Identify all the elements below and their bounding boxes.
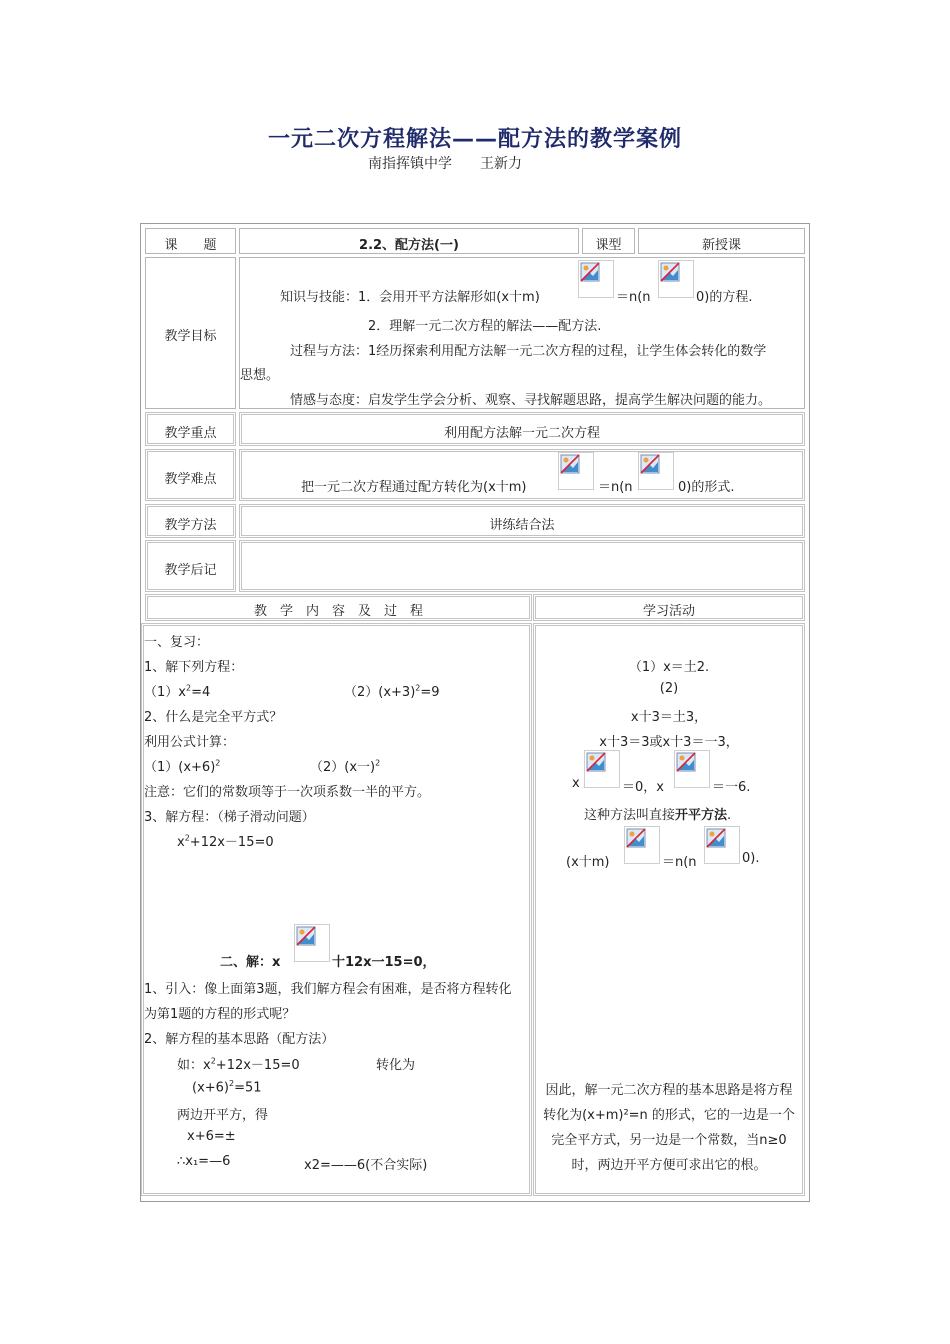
note: 注意：它们的常数项等于一次项系数一半的平方。 — [144, 785, 431, 800]
method-label-cell — [145, 504, 236, 538]
content-cell — [141, 623, 532, 1196]
activity-5c: ＝一6. — [712, 780, 751, 795]
method-label: 教学方法 — [164, 518, 217, 533]
goal-line-1c: 0)的方程. — [696, 290, 753, 305]
difficulty-label-cell — [145, 449, 236, 501]
intro-line-2: 为第1题的方程的形式呢？ — [144, 1007, 296, 1022]
missing-image-icon — [674, 750, 710, 788]
missing-image-icon — [558, 452, 594, 490]
key-label: 教学重点 — [164, 426, 217, 441]
activity-line-2: (2) — [659, 681, 679, 696]
formula-1: $(1)(x+6)^2$ — [144, 758, 221, 775]
goal-line-1b: ＝n(n — [616, 290, 651, 305]
conclusion-line-4: 时，两边开平方便可求出它的根。 — [571, 1158, 767, 1173]
missing-image-icon — [584, 750, 620, 788]
example-result: $(x+6)^2=51$ — [192, 1079, 262, 1096]
activity-7a: (x十m) — [566, 855, 610, 870]
author-line: 南指挥镇中学 王新力 — [368, 156, 522, 172]
goal-line-2: 2．理解一元二次方程的解法——配方法. — [368, 319, 602, 334]
activity-7c: 0). — [742, 851, 760, 866]
activity-5a: x — [572, 776, 580, 791]
method-value: 讲练结合法 — [489, 518, 555, 533]
goal-line-1a: 知识与技能：1．会用开平方法解形如(x十m) — [280, 290, 540, 305]
root-x2: x2=——6(不合实际) — [304, 1158, 428, 1173]
conclusion-line-2: 转化为(x+m)²=n 的形式，它的一边是一个 — [543, 1108, 795, 1123]
review-heading: 一、复习： — [144, 635, 210, 650]
key-value-cell — [239, 412, 805, 446]
missing-image-icon — [624, 826, 660, 864]
document-title: 一元二次方程解法——配方法的教学案例 — [267, 127, 682, 152]
goal-label: 教学目标 — [164, 329, 217, 344]
missing-image-icon — [704, 826, 740, 864]
intro-line-1: 1、引入：像上面第3题，我们解方程会有困难，是否将方程转化 — [144, 982, 512, 997]
type-value-cell — [638, 228, 805, 254]
question-2: 2、什么是完全平方式？ — [144, 710, 283, 725]
notes-label-cell — [145, 540, 236, 592]
example-transform: 转化为 — [376, 1058, 416, 1073]
activity-line-3: x十3＝土3， — [630, 710, 708, 725]
type-label-cell — [582, 228, 635, 254]
activity-header-cell — [533, 594, 805, 621]
activity-line-1: （1）x＝土2. — [628, 660, 710, 675]
missing-image-icon — [638, 452, 674, 490]
difficulty-c: 0)的形式. — [678, 480, 735, 495]
content-header-cell — [145, 594, 532, 621]
activity-line-6: 这种方法叫直接开平方法. — [584, 808, 732, 823]
goal-line-3b: 思想。 — [240, 368, 280, 383]
type-value: 新授课 — [701, 238, 741, 253]
activity-cell — [533, 623, 805, 1196]
goal-label-cell — [145, 257, 236, 409]
goal-value-cell — [239, 257, 805, 409]
difficulty-label: 教学难点 — [164, 472, 217, 487]
goal-line-3: 过程与方法：1经历探索利用配方法解一元二次方程的过程，让学生体会转化的数学 — [290, 344, 767, 359]
notes-value-cell — [239, 540, 805, 592]
difficulty-a: 把一元二次方程通过配方转化为(x十m) — [301, 480, 527, 495]
lesson-table — [140, 223, 810, 1202]
missing-image-icon — [658, 260, 694, 298]
activity-7b: ＝n(n — [662, 855, 697, 870]
conclusion-line-1: 因此，解一元二次方程的基本思路是将方程 — [545, 1083, 793, 1098]
question-1b: $(2)(x+3)^2=9$ — [344, 683, 440, 700]
topic-value-cell — [239, 228, 579, 254]
notes-label: 教学后记 — [164, 563, 217, 578]
difficulty-b: ＝n(n — [598, 480, 633, 495]
idea-heading: 2、解方程的基本思路（配方法） — [144, 1032, 335, 1047]
key-label-cell — [145, 412, 236, 446]
difficulty-value-cell — [239, 449, 805, 501]
activity-header: 学习活动 — [642, 604, 695, 619]
solution-b: 十12x一15=0， — [332, 955, 436, 970]
root-step: x+6=± — [187, 1129, 236, 1144]
root-x1: ∴x₁=—6 — [177, 1154, 231, 1169]
missing-image-icon — [294, 924, 330, 962]
content-header: 教 学 内 容 及 过 程 — [253, 604, 423, 619]
formula-2: （2）(x一)$^2$ — [310, 758, 381, 775]
activity-line-4: x十3＝3或x十3＝一3， — [599, 735, 739, 750]
example-equation: 如：$x^2+12x-15=0$ — [177, 1056, 300, 1073]
formula-prompt: 利用公式计算： — [144, 735, 236, 750]
type-label: 课型 — [595, 238, 622, 253]
question-1a: $(1)x^2=4$ — [144, 683, 211, 700]
missing-image-icon — [578, 260, 614, 298]
square-root-step: 两边开平方，得 — [177, 1108, 269, 1123]
method-value-cell — [239, 504, 805, 538]
question-1: 1、解下列方程： — [144, 660, 244, 675]
activity-5b: ＝0，x — [622, 780, 664, 795]
question-3: 3、解方程：（梯子滑动问题） — [144, 810, 315, 825]
conclusion-line-3: 完全平方式，另一边是一个常数，当n≥0 — [551, 1133, 787, 1148]
question-3-equation: $x^2+12x-15=0$ — [177, 833, 274, 850]
key-value: 利用配方法解一元二次方程 — [443, 426, 600, 441]
goal-line-4: 情感与态度：启发学生学会分析、观察、寻找解题思路，提高学生解决问题的能力。 — [290, 393, 772, 408]
solution-a: 二、解：x — [220, 955, 281, 970]
topic-label-cell — [145, 228, 236, 254]
topic-label: 课 题 — [164, 238, 217, 253]
topic-value: 2.2、配方法(一) — [359, 238, 459, 253]
